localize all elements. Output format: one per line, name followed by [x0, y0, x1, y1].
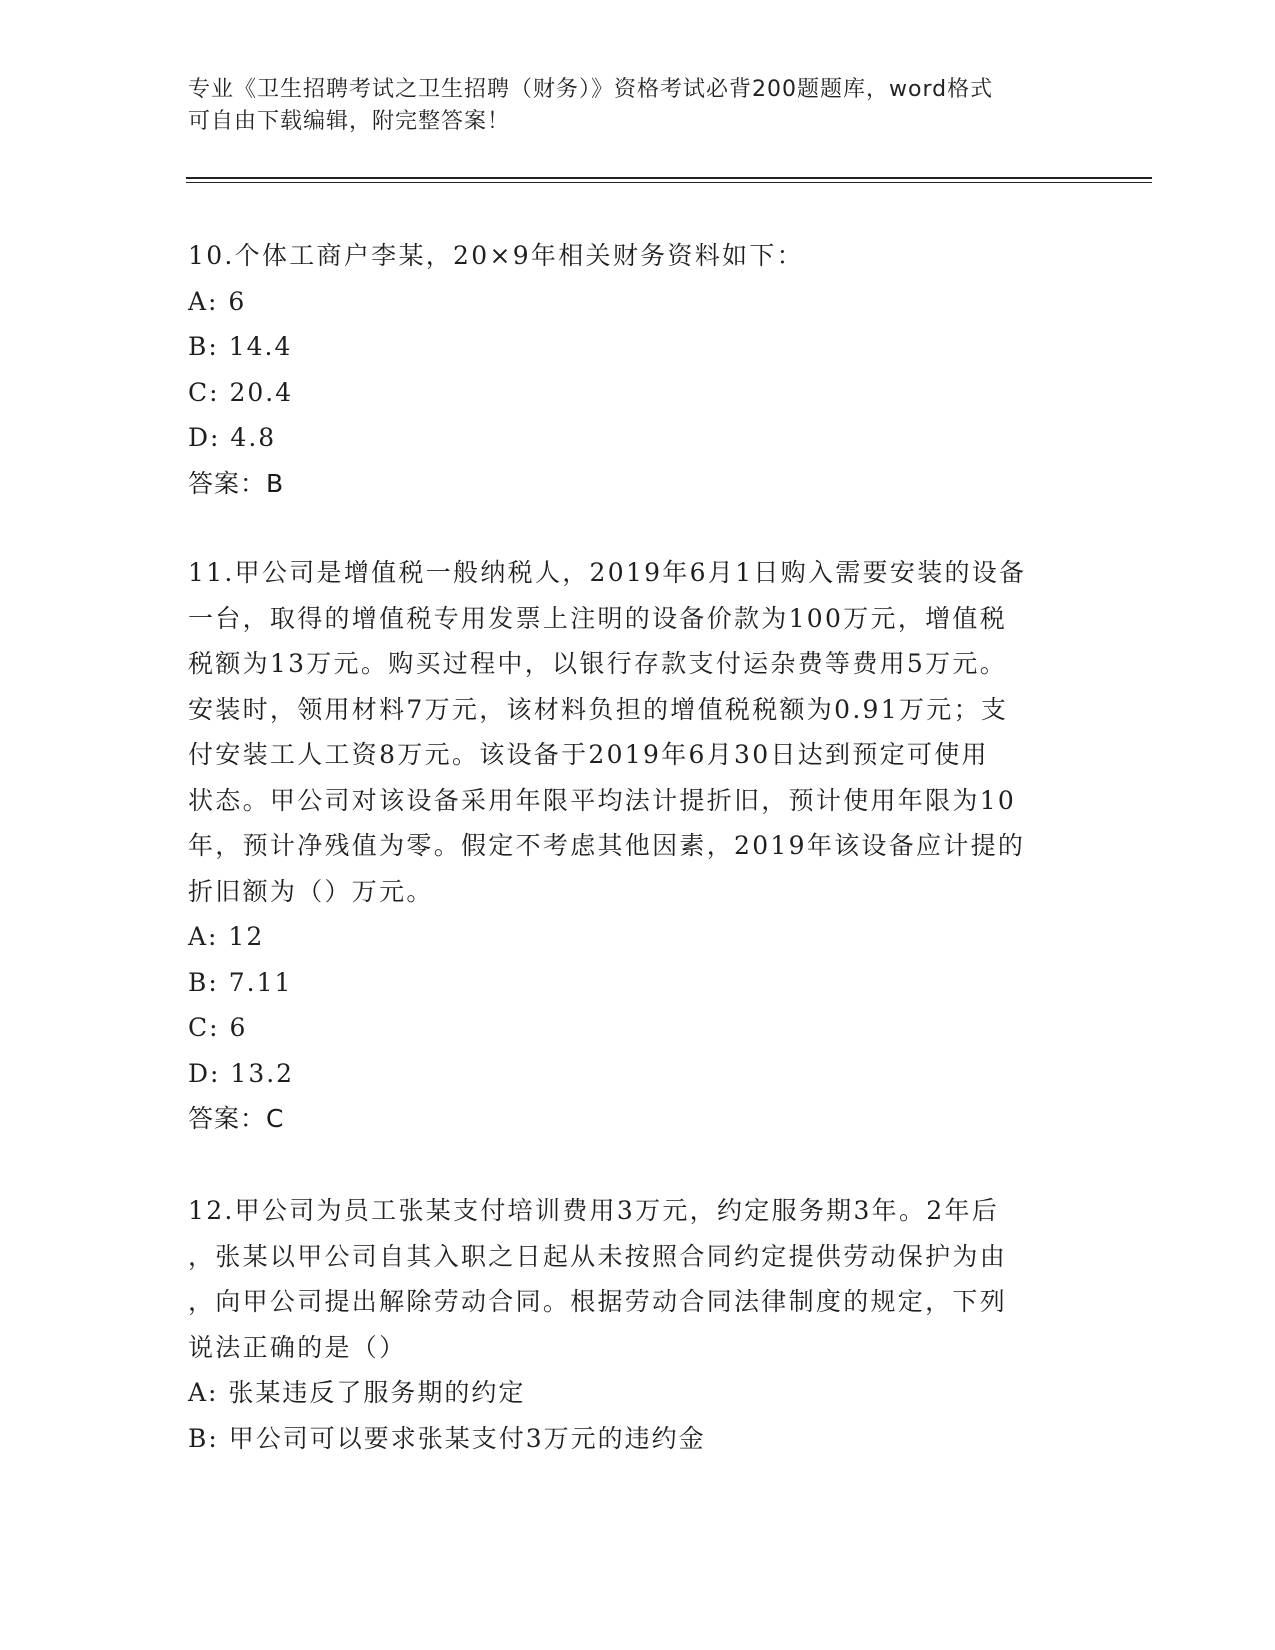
- question-stem: 11.甲公司是增值税一般纳税人，2019年6月1日购入需要安装的设备: [188, 558, 1027, 587]
- question-stem: 10.个体工商户李某，20×9年相关财务资料如下：: [188, 241, 804, 270]
- option-b: B: 7.11: [188, 967, 293, 997]
- option-a: A: 12: [188, 922, 265, 951]
- question-stem: ，向甲公司提出解除劳动合同。根据劳动合同法律制度的规定，下列: [188, 1287, 1008, 1316]
- question-stem: 说法正确的是（）: [188, 1332, 407, 1362]
- option-b: B: 14.4: [188, 332, 293, 361]
- question-12: [188, 1188, 1088, 1461]
- option-c: C: 6: [188, 1013, 248, 1042]
- header-divider-thin: [186, 182, 1152, 183]
- header-line: 可自由下载编辑，附完整答案！: [188, 109, 511, 134]
- question-stem: ，张某以甲公司自其入职之日起从未按照合同约定提供劳动保护为由: [188, 1241, 1008, 1271]
- question-stem: 12.甲公司为员工张某支付培训费用3万元，约定服务期3年。2年后: [188, 1196, 1000, 1225]
- answer: 答案：C: [188, 1104, 285, 1133]
- option-c: C: 20.4: [188, 377, 294, 407]
- header-divider: [186, 177, 1152, 179]
- option-b: B: 甲公司可以要求张某支付3万元的违约金: [188, 1423, 706, 1453]
- question-stem: 状态。甲公司对该设备采用年限平均法计提折旧，预计使用年限为10: [188, 785, 1017, 815]
- option-d: D: 13.2: [188, 1058, 295, 1088]
- header-line: 专业《卫生招聘考试之卫生招聘（财务）》资格考试必背200题题库，word格式: [188, 77, 994, 102]
- question-stem: 年，预计净残值为零。假定不考虑其他因素，2019年该设备应计提的: [188, 831, 1026, 860]
- question-stem: 一台，取得的增值税专用发票上注明的设备价款为100万元，增值税: [188, 603, 1008, 633]
- question-stem: 付安装工人工资8万元。该设备于2019年6月30日达到预定可使用: [188, 740, 989, 769]
- question-stem: 税额为13万元。购买过程中，以银行存款支付运杂费等费用5万元。: [188, 649, 1008, 678]
- option-a: A: 张某违反了服务期的约定: [188, 1378, 526, 1407]
- option-d: D: 4.8: [188, 423, 277, 452]
- answer: 答案：B: [188, 468, 285, 498]
- question-stem: 安装时，领用材料7万元，该材料负担的增值税税额为0.91万元；支: [188, 694, 1009, 724]
- question-10: [188, 233, 1088, 506]
- option-a: A: 6: [188, 286, 247, 316]
- question-11: [188, 550, 1088, 1142]
- document-header: [188, 74, 1068, 138]
- question-stem: 折旧额为（）万元。: [188, 876, 434, 906]
